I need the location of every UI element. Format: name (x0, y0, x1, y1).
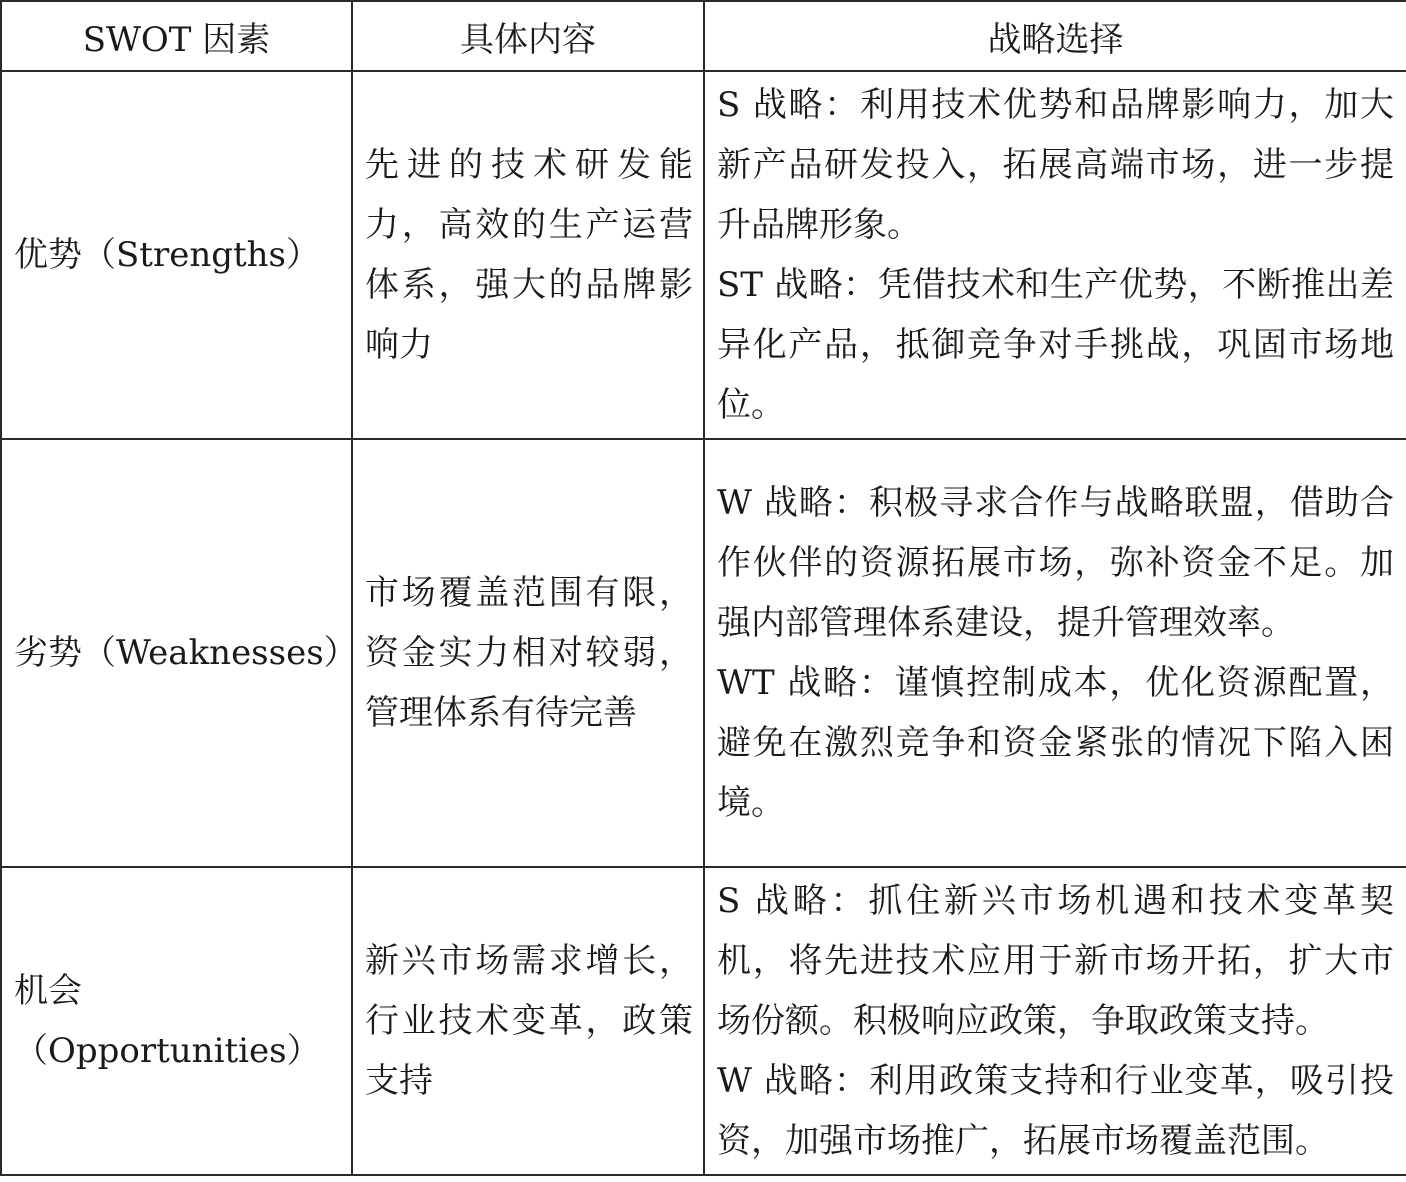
strategy-cell (704, 71, 1406, 439)
factor-cell: 优势（Strengths） (1, 71, 352, 439)
header-specific-content: 具体内容 (352, 1, 704, 71)
table-row-strengths (1, 71, 1406, 439)
strategy-cell (704, 867, 1406, 1175)
strategy-item: S 战略：抓住新兴市场机遇和技术变革契机，将先进技术应用于新市场开拓，扩大市场份额。积极响应政策，争取政策支持。 (717, 881, 1394, 1041)
strategy-item: WT 战略：谨慎控制成本，优化资源配置，避免在激烈竞争和资金紧张的情况下陷入困境。 (717, 663, 1394, 823)
header-swot-factor: SWOT 因素 (1, 1, 352, 71)
strategy-item: ST 战略：凭借技术和生产优势，不断推出差异化产品，抵御竞争对手挑战，巩固市场地位。 (717, 265, 1394, 425)
content-cell: 先进的技术研发能力，高效的生产运营体系，强大的品牌影响力 (352, 71, 704, 439)
content-cell: 新兴市场需求增长，行业技术变革，政策支持 (352, 867, 704, 1175)
strategy-item: S 战略：利用技术优势和品牌影响力，加大新产品研发投入，拓展高端市场，进一步提升品牌形象。 (717, 85, 1394, 245)
factor-cell: 机会（Opportunities） (1, 867, 352, 1175)
strategy-item: W 战略：利用政策支持和行业变革，吸引投资，加强市场推广，拓展市场覆盖范围。 (717, 1061, 1394, 1161)
factor-cell: 劣势（Weaknesses） (1, 439, 352, 867)
strategy-cell (704, 439, 1406, 867)
table-header-row (1, 1, 1406, 71)
content-cell: 市场覆盖范围有限，资金实力相对较弱，管理体系有待完善 (352, 439, 704, 867)
table-row-opportunities (1, 867, 1406, 1175)
table-row-weaknesses (1, 439, 1406, 867)
strategy-item: W 战略：积极寻求合作与战略联盟，借助合作伙伴的资源拓展市场，弥补资金不足。加强内部管理体系建设，提升管理效率。 (717, 483, 1394, 643)
header-strategy-choice: 战略选择 (704, 1, 1406, 71)
